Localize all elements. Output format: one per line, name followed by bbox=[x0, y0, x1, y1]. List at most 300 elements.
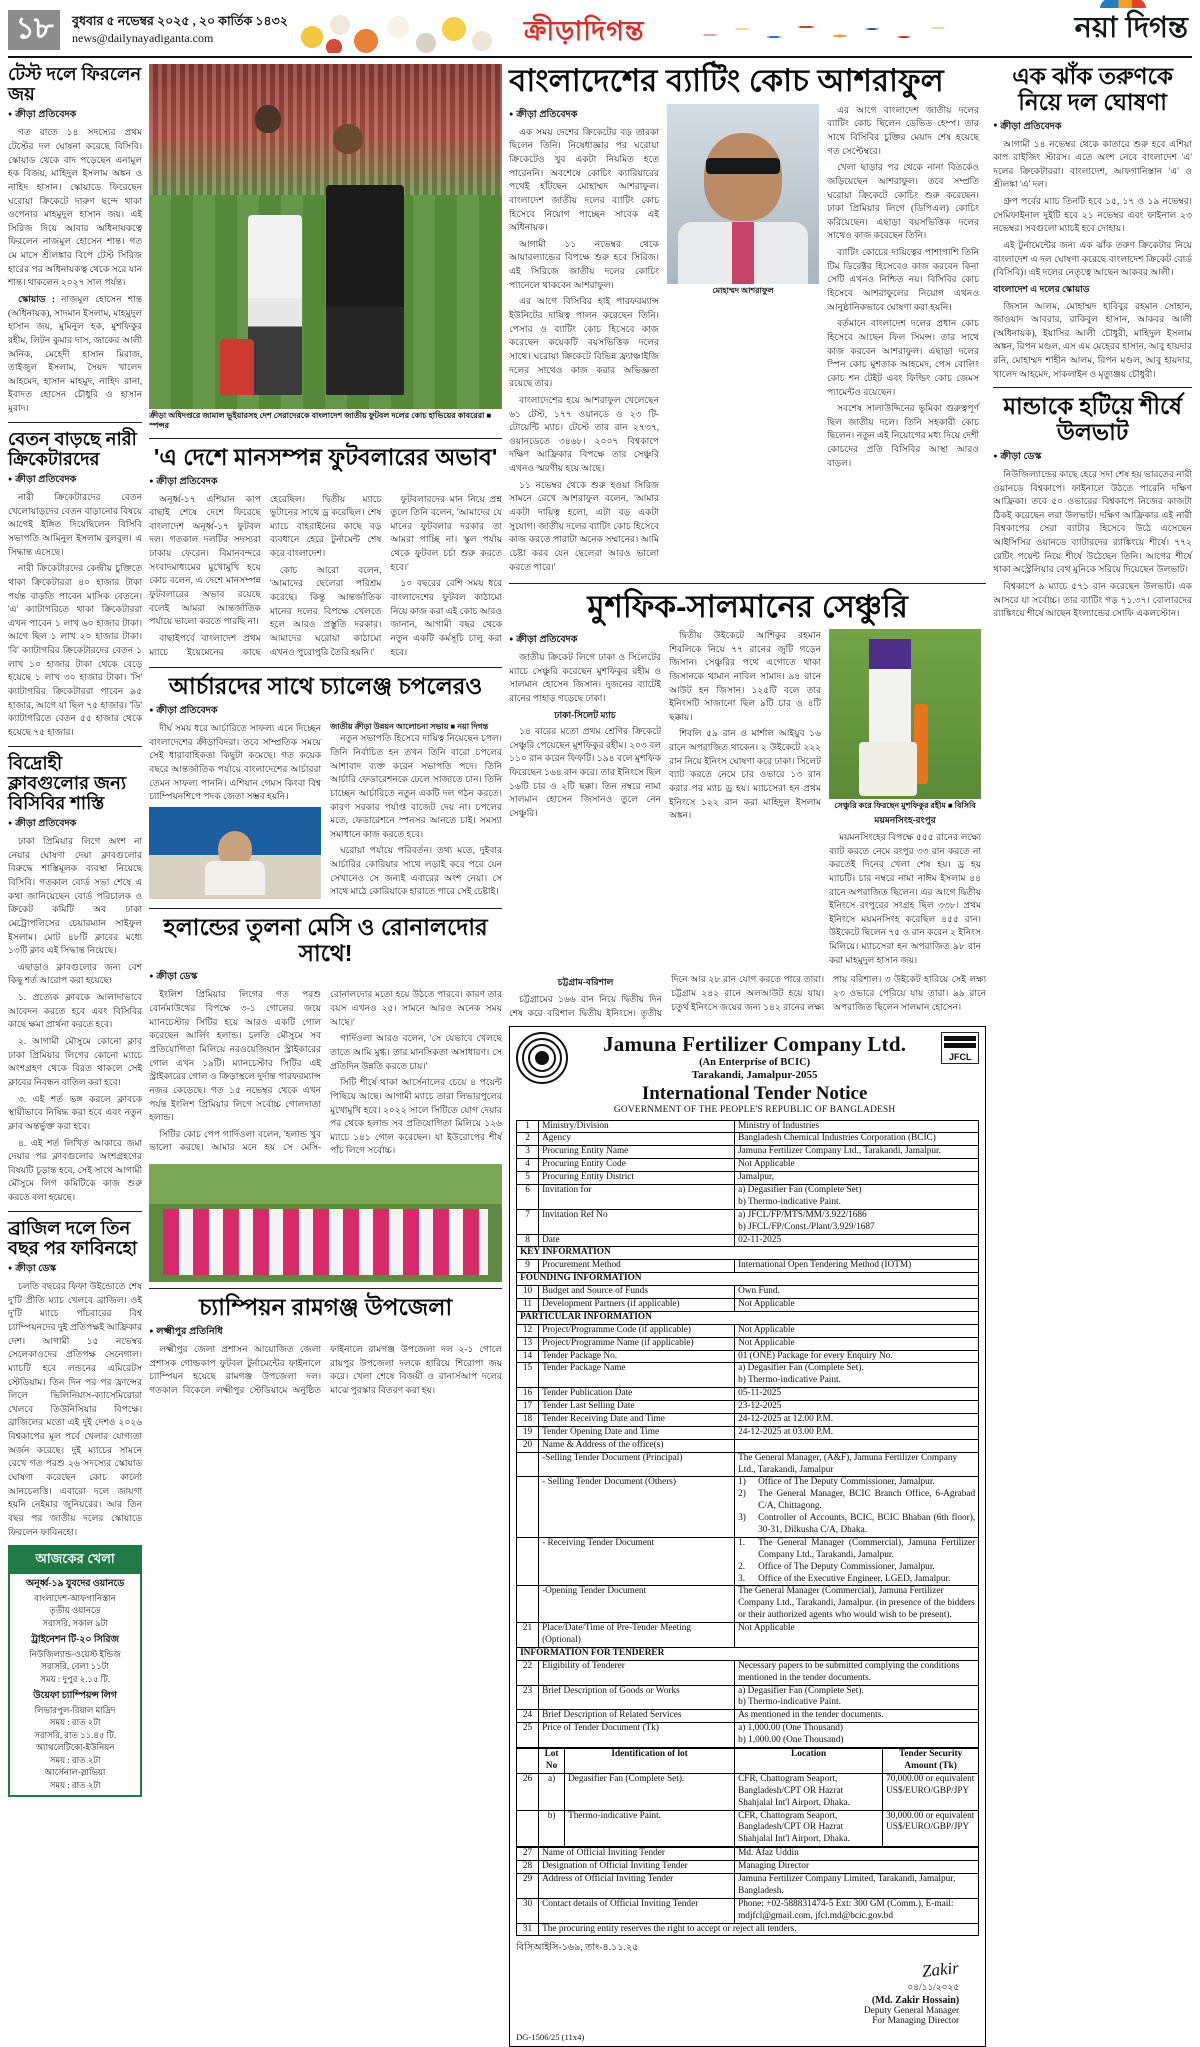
row-value: Not Applicable bbox=[735, 1623, 979, 1648]
tender-row bbox=[517, 1452, 979, 1477]
paragraph: চলতি বছরের ফিফা উইন্ডোতে শেষ দু'টি প্রীতি ম্যাচ খেলবে ব্রাজিল। ওই দু'টি ম্যাচে পাঁচবারের বিশ্ব চ্যাম্পিয়নদের দুই প্রতিপক্ষই আফ্রিকার দেশ। আগামী ১৫ নভেম্বর সেলেকাওদের প্রতিপক্ষ সেনেগাল। ম্যাচটি হবে লন্ডনের এমিরেটস স্টেডিয়াম। তিন দিন পর পর ফ্রান্সের লিলে ভিলিনিয়াস-ক্যাসেমিরোরা খেলবে তিউনিসিয়ার বিপক্ষে। ব্রাজিলের মতো এই দুই দেশও ২০২৬ বিশ্বকাপের মূল পর্বে খেলার যোগ্যতা অর্জন করেছে। দুই ম্যাচের সামনে রেখে গত পরশু ২৬ সদস্যের স্কোয়াড ঘোষণা করেছেন কোচ কার্লো আনচেলত্তি। এবারো দলে জায়গা হয়নি নেইমার জুনিয়রের। আর তিন বছর পর জাতীয় দলের স্কোয়াডে ফিরলেন ফাবিনহো। bbox=[8, 1281, 143, 1537]
tender-row bbox=[517, 1710, 979, 1723]
article-a-team-squad bbox=[993, 64, 1192, 381]
article-body bbox=[509, 651, 661, 821]
paragraph: নতুন সভাপতি হিসেবে দায়িত্ব নিয়েছেন চপল। তিনি নির্বাচিত হন তখন তিনি বারো চপলের আশাবাদ ব্যক্ত করেন সভাপতি পদে। তিনি আর্চারি ফেডারেশনকে ঢেলে সাজাতে চান। তিনি চাচ্ছেন আর্চারিতে নতুন একটি দল গঠন করতে। কারণ সরকার পর্যাপ্ত বাজেট দেয় না। চপলের মতে, ফেডারেশনে স্পনসর আনতে চাই। সমস্যা সমাধানে কাজ করতে হবে। bbox=[330, 733, 503, 839]
lot-row bbox=[517, 1810, 979, 1847]
signatory-name: (Md. Zakir Hossain) bbox=[871, 1995, 960, 2007]
row-number: 24 bbox=[517, 1710, 539, 1723]
row-number: 22 bbox=[517, 1660, 539, 1685]
tender-notice bbox=[509, 1026, 986, 2047]
row-label: Tender Receiving Date and Time bbox=[539, 1414, 735, 1427]
lot-identification: Degasifier Fan (Complete Set). bbox=[565, 1773, 735, 1810]
game-line: বাংলাদেশ-আফগানিস্তান bbox=[34, 1592, 116, 1603]
paragraph: ৩. এই শর্ত ভঙ্গ করলে ক্লাবকে স্থায়ীভাবে নিষিদ্ধ করা হবে এবং নতুন ক্লাব অন্তর্ভুক্ত করা হবে। bbox=[8, 1093, 143, 1131]
row-label: Development Partners (if applicable) bbox=[539, 1298, 735, 1311]
squad-label: স্কোয়াড : bbox=[18, 294, 55, 304]
row-label: Address of Official Inviting Tender bbox=[539, 1873, 735, 1898]
byline: ● ক্রীড়া প্রতিবেদক bbox=[149, 704, 502, 719]
row-label: Project/Programme Name (if applicable) bbox=[539, 1337, 735, 1350]
game-line: আর্সেনাল-স্লাভিয়া bbox=[44, 1767, 106, 1778]
masthead-dateline bbox=[72, 13, 288, 46]
article-body-cont bbox=[509, 973, 986, 1020]
paragraph: সিটির কোচ পেপ গার্দিওলা বলেন, 'হলান্ড খুব ভালো করছে। আমার মনে হয় সে মেসি-রোনালদোর মতো হয়ে উঠতে পারবে। কারণ তার বয়স এখনও ২৫। সামনে আরও অনেক সময় আছে।' bbox=[149, 989, 503, 1153]
paragraph: বাছাইপর্বে বাংলাদেশ প্রথম ম্যাচে ইয়েমেনের কাছে হেরেছিল। দ্বিতীয় ম্যাচে ভুটানের সাথে ড্র করেছিল। শেষ ম্যাচে বাহরাইনের কাছে বড় ব্যবধানে হেরে টুর্নামেন্ট শেষ করে বাংলাদেশ। bbox=[149, 493, 382, 657]
row-number: 4 bbox=[517, 1159, 539, 1172]
row-value: a) JFCL/FP/MTS/MM/3.922/1686 b) JFCL/FP/Const./Plant/3.929/1687 bbox=[735, 1209, 979, 1234]
row-number bbox=[517, 1452, 539, 1477]
row-label: Designation of Official Inviting Tender bbox=[539, 1861, 735, 1874]
company-name: Jamuna Fertilizer Company Ltd. bbox=[603, 1032, 907, 1057]
row-label: Place/Date/Time of Pre-Tender Meeting (Optional) bbox=[539, 1623, 735, 1648]
game-line: তৃতীয় ওয়ানডে bbox=[49, 1605, 101, 1616]
tie bbox=[732, 222, 754, 284]
page-body bbox=[8, 64, 1192, 2047]
game-line: সরাসরি, বেলা ১১টা bbox=[41, 1661, 109, 1672]
paragraph: গত রাতে ১৪ সদস্যের প্রথম টেস্টের দল ঘোষনা করেছে বিসিবি। স্কোয়াড থেকে বাদ পড়েছেন এনামুল হক বিজয়, মাহিদুল ইসলাম অঙ্কন ও নাহিদ হাসান। স্কোয়াডে ফিরেছেন ঘরোয়া ক্রিকেটে দারুণ ছন্দে থাকা ওপেনার মাহমুদুল হাসান জয়। এই সিরিজ দিয়ে আবার অধিনায়কত্বে ফিরলেন নাজমুল হোসেন শান্ত। গত মে মাসে শ্রীলঙ্কার বিপে টেস্ট সিরিজ হারের পর অধিনায়কত্ব থেকে সরে যান শান্ত। থাকলেন ২০২৭ সাল পর্যন্ত। bbox=[8, 127, 143, 288]
company-address: Tarakandi, Jamalpur-2055 bbox=[691, 1068, 818, 1081]
paragraph: এর আগে বাংলাদেশ জাতীয় দলের ব্যাটিং কোচ ছিলেন ডেভিড হেম্প। তার সাথে বিসিবির চুক্তির মেয়াদ শেষ হয়েছে গত সেপ্টেম্বরে। bbox=[827, 104, 980, 156]
byline: ● ক্রীড়া প্রতিবেদক bbox=[509, 633, 661, 648]
row-value: 05-11-2025 bbox=[735, 1388, 979, 1401]
paragraph: এক সময় দেশের ক্রিকেটের বড় তারকা ছিলেন তিনি। নিষেধাজ্ঞার পর ঘরোয়া ক্রিকেটেও খুব একটা নিয়মিত হতে পারেননি। অবশেষে কোচিং ক্যারিয়ারের পথেই হাঁটছেন মোহাম্মদ আশরাফুল। বাংলাদেশ জাতীয় দলের ব্যাটিং কোচ হিসেবে নিয়োগ পাচ্ছেন সাবেক এই অধিনায়ক। bbox=[509, 126, 660, 233]
game-line: সময় : দুপুর ২.১৫ টি. bbox=[40, 1673, 110, 1684]
lead-headline: বাংলাদেশের ব্যাটিং কোচ আশরাফুল bbox=[509, 63, 944, 98]
row-label: Agency bbox=[539, 1133, 735, 1146]
article-body bbox=[8, 491, 142, 740]
tender-section-header: FOUNDING INFORMATION bbox=[517, 1273, 979, 1286]
tender-titles bbox=[574, 1032, 935, 1115]
photo-caption: ক্রীড়া অধিদপ্তরে জামাল ভূইয়ারসহ দেশ সেরাদেরকে বাংলাদেশ জাতীয় ফুটবল দলের কোচ হাভিয়ের কাবরেরা ■ স্পন্সর bbox=[149, 411, 492, 431]
paragraph: ময়মনসিংহের বিপক্ষে ৫৫৫ রানের লক্ষ্যে ব্যাট করতে নেমে রংপুর ৩৩ রান করতে না করতেই দিনের খেলা শেষ হয়। ড্র হয় ম্যাচটি। চার নম্বরে নামা নাঈম ইসলাম ৪৪ রানে অপরাজিত ছিলেন। এর আগে দ্বিতীয় ইনিংসে রংপুরের সংগ্রহ ছিল ৩৩৮। প্রথম ইনিংসে ময়মনসিংহ করেছিল ৪৫৫ রান। উইকেটে ছিলেন ৭৫ ও রান করেন ২ ইনিংস মিলিয়ে। ম্যাচসেরা হন অপরাজিত ৯৮ রান করা মাহমুদুল হাসান জয়। bbox=[829, 831, 982, 965]
headline: চ্যাম্পিয়ন রামগঞ্জ উপজেলা bbox=[199, 1294, 453, 1321]
tender-row bbox=[517, 1273, 979, 1286]
lot-ident-header: Identification of lot bbox=[565, 1749, 735, 1774]
headline: 'এ দেশে মানসম্পন্ন ফুটবলারের অভাব' bbox=[153, 443, 498, 470]
lot-key: a) bbox=[539, 1773, 565, 1810]
row-number: 30 bbox=[517, 1898, 539, 1923]
paragraph: এছাড়াও ক্লাবগুলোর জন্য বেশ কিছু শর্ত আরোপ করা হয়েছে। bbox=[8, 961, 143, 986]
row-number: 9 bbox=[517, 1260, 539, 1273]
government-line: GOVERNMENT OF THE PEOPLE'S REPUBLIC OF BANGLADESH bbox=[613, 1104, 896, 1115]
column-2 bbox=[149, 64, 502, 2047]
paragraph: জিসান আলম, মোহাম্মদ হাবিবুর রহমান সোহান, জাওয়াদ আবরার, রাকিবুল হাসান, আকবর আলী (অধিনায়ক), ইয়াসির আলী চৌধুরী, মাহিদুল ইসলাম অঙ্কন, রিপন মণ্ডল, এস এম মেহেরব হাসান, আবু হায়দার রনি, মোহাম্মদ শাহীন আলম, রিপন মণ্ডল, আবু হায়দার, খালেদ আহমেদ, সাকলাইন ও মৃত্যুঞ্জয় চৌধুরী। bbox=[993, 300, 1192, 379]
row-number: 28 bbox=[517, 1861, 539, 1874]
row-value bbox=[735, 1439, 979, 1452]
column-3 bbox=[509, 64, 986, 2047]
lot-security-amount: 70,000.00 or equivalent US$/EURO/GBP/JPY bbox=[883, 1773, 979, 1810]
pads bbox=[859, 742, 917, 796]
row-number bbox=[517, 1537, 539, 1586]
row-number: 18 bbox=[517, 1414, 539, 1427]
paragraph: ফুটবলারদের মান নিয়ে প্রশ্ন তুলে তিনি বলেন, 'আমাদের যে মানের ফুটবলার দরকার তা আমরা পাচ্ছি না। স্কুল পর্যায় থেকে ফুটবল চর্চা শুরু করতে হবে।' bbox=[390, 493, 503, 572]
row-number: 21 bbox=[517, 1623, 539, 1648]
paragraph: আগামী ১১ নভেম্বর থেকে আয়ারল্যান্ডের বিপক্ষে শুরু হবে সিরিজ। এই সিরিজে জাতীয় দলের কোচিং প্যানেলে থাকবেন আশরাফুল। bbox=[509, 238, 660, 290]
row-number: 31 bbox=[517, 1923, 539, 1936]
football-photo bbox=[149, 64, 502, 409]
headline: মুশফিক-সালমানের সেঞ্চুরি bbox=[587, 589, 908, 625]
tender-row bbox=[517, 1146, 979, 1159]
paragraph: চট্টগ্রামের ১৬৬ রান নিয়ে দ্বিতীয় দিন শেষ করে বরিশাল দ্বিতীয় ইনিংসে। তৃতীয় দিনে আর ২৮ রান যোগ করতে পারে তারা। চট্টগ্রাম ২৪২ রানে অলআউট হয়ে যায়। চতুর্থ ইনিংসে জয়ের জন্য ১৪২ রানের লক্ষ্য পায় বরিশাল। ৩ উইকেট হারিয়ে সেই লক্ষ্য ২৩ ওভারে পেরিয়ে যায় তারা। ৯৯ রানে অপরাজিত ছিলেন সালমান হোসেন। bbox=[509, 974, 987, 1018]
page-number: ১৮ bbox=[8, 10, 60, 50]
paragraph: ১৪ বারের মতো প্রথম শ্রেণির ক্রিকেটে সেঞ্চুরি পেয়েছেন মুশফিকুর রহীম। ২০৩ বল ১১০ রান করেন ফিফটি। ১৯৪ বলে মুশফিক ফিরেছেন ১৬৪ রান করে। তার ইনিংসে ছিল ১৬টি চার ও ২টি ছক্কা। তিন নম্বরে নামা সালমান হোসেন জিসানও তুলে নেন সেঞ্চুরি। bbox=[509, 726, 662, 818]
headline: হলান্ডের তুলনা মেসি ও রোনালদোর সাথে! bbox=[163, 913, 488, 966]
game-title: উয়েফা চ্যাম্পিয়ন্স লিগ bbox=[33, 1691, 117, 1702]
article-ramganj bbox=[149, 1295, 502, 1399]
row-label: -Selling Tender Document (Principal) bbox=[539, 1452, 735, 1477]
row-value: Not Applicable bbox=[735, 1298, 979, 1311]
row-label: Tender Package No. bbox=[539, 1350, 735, 1363]
game-line: সরাসরি, রাত ১১.৪৫ টি. bbox=[34, 1729, 116, 1740]
todays-games-title: আজকের খেলা bbox=[10, 1547, 140, 1574]
row-label: Invitation Ref No bbox=[539, 1209, 735, 1234]
game-line: সরাসরি, সকাল ৯টা bbox=[42, 1617, 108, 1628]
row-value: 02-11-2025 bbox=[735, 1234, 979, 1247]
article-test-squad bbox=[8, 64, 142, 416]
row-number: 23 bbox=[517, 1685, 539, 1710]
bcic-logo-icon bbox=[516, 1032, 568, 1084]
row-value: 1) Office of The Deputy Commissioner, Jamalpur. 2) The General Manager, BCIC Branch Office, 6-Agrabad C/A, Chittagong. 3) Controller of Accounts, BCIC, BCIC Bhaban (6th floor), 30-31, Dilkusha C/A, Dhaka. bbox=[735, 1477, 979, 1537]
paragraph: এর আগে বিসিবির হাই পারফরম্যান্স ইউনিটের দায়িত্ব পালন করেছেন তিনি। পেসার ও ব্যাটিং কোচ হিসেবে কাজ করেছেন কয়েকটি বয়সভিত্তিক দলের সাথে। ঘরোয়া ক্রিকেটে বিভিন্ন ফ্র্যাঞ্চাইজি দলের সাথেও কাজ করার অভিজ্ঞতা রয়েছে তার। bbox=[509, 296, 660, 389]
signatory-designation-2: For Managing Director bbox=[872, 2016, 960, 2027]
squad-list: নাজমুল হোসেন শান্ত (অধিনায়ক), সাদমান ইসলাম, মাহমুদুল হাসান জয়, মুমিনুল হক, মুশফিকুর রহীম, লিটন কুমার দাস, জাকের আলী অনিক, মেহেদী হাসান মিরাজ, তাইজুল ইসলাম, সৈয়দ খালেদ আহমেদ, হাসান মাহমুদ, নাহিদ রানা, ইবাদত হোসেন চৌধুরি ও হাসান মুরাদ। bbox=[8, 294, 143, 414]
row-value: Phone: +02-588831474-5 Ext: 300 GM (Comm.), E-mail: mdjfcl@gmail.com, jfcl.md@bcic.gov.bd bbox=[735, 1898, 979, 1923]
tender-row bbox=[517, 1209, 979, 1234]
row-number: 19 bbox=[517, 1426, 539, 1439]
headline: আর্চারদের সাথে চ্যালেঞ্জ চপলেরও bbox=[168, 673, 483, 700]
email-address: news@dailynayadiganta.com bbox=[72, 30, 214, 45]
tender-row bbox=[517, 1337, 979, 1350]
divider bbox=[509, 583, 986, 584]
game-line: সময় : রাত ২টা bbox=[49, 1779, 101, 1790]
article-haaland bbox=[149, 915, 502, 1158]
tender-row bbox=[517, 1647, 979, 1660]
byline: ● ক্রীড়া প্রতিবেদক bbox=[509, 108, 659, 123]
row-value: a) Degasifier Fan (Complete Set). b) Thermo-indicative Paint. bbox=[735, 1363, 979, 1388]
paragraph: লক্ষ্মীপুর জেলা প্রশাসন আয়োজিত জেলা প্রশাসক গোল্ডকাপ ফুটবল টুর্নামেন্টের ফাইনালে চ্যাম্পিয়ন হয়েছে রামগঞ্জ উপজেলা দল। গতকাল বিকেলে লক্ষ্মীপুর স্টেডিয়ামে অনুষ্ঠিত ফাইনালে রামগঞ্জ উপজেলা দল ২-১ গোলে রায়পুর উপজেলা দলকে হারিয়ে শিরোপা জয় করে। খেলা শেষে বিজয়ী ও রানার্সআপ দলের মাঝে পুরস্কার বিতরণ করা হয়। bbox=[149, 1343, 503, 1395]
paragraph: ১. প্রত্যেক ক্লাবকে আলাদাভাবে আবেদন করতে হবে এবং বিসিবির কাছে ক্ষমা প্রার্থনা করতে হবে। bbox=[8, 992, 143, 1030]
article-body bbox=[8, 1280, 142, 1539]
tender-row bbox=[517, 1172, 979, 1185]
row-label: Procuring Entity District bbox=[539, 1172, 735, 1185]
byline: ● ক্রীড়া প্রতিবেদক bbox=[993, 120, 1192, 135]
row-value: a) Degasifier Fan (Complete Set) b) Thermo-indicative Paint. bbox=[735, 1184, 979, 1209]
paragraph: খেলা ছাড়ার পর থেকে নানা বিতর্কেও জড়িয়েছেন আশরাফুল। তবে সম্প্রতি ঘরোয়া ক্রিকেটে কোচিং শুরু করেছেন। ঢাকা প্রিমিয়ার লিগে (ডিপিএল) কোচিং করিয়েছেন। এছাড়া বয়সভিত্তিক দলের সাথেও কাজ করেছেন তিনি। bbox=[827, 162, 980, 241]
article-body bbox=[149, 722, 502, 902]
tender-row bbox=[517, 1623, 979, 1648]
headline: বিদ্রোহী ক্লাবগুলোর জন্য বিসিবির শাস্তি bbox=[8, 752, 127, 813]
tender-row bbox=[517, 1439, 979, 1452]
article-body bbox=[149, 493, 502, 662]
tender-row bbox=[517, 1426, 979, 1439]
paragraph: ২. আগামী মৌসুমে কোনো ক্লাব ঢাকা প্রিমিয়ার লিগের কোনো ম্যাচে অংশগ্রহণ থেকে বিরত থাকলে সেই ক্লাবের নিবন্ধন বাতিল করা হবে। bbox=[8, 1036, 143, 1087]
divider bbox=[8, 746, 142, 747]
article-wolvaardt bbox=[993, 394, 1192, 621]
player-figure bbox=[248, 215, 302, 395]
game-title: অনূর্ধ্ব-১৯ যুবদের ওয়ানডে bbox=[25, 1579, 125, 1590]
tender-table bbox=[516, 1120, 979, 1749]
row-number: 13 bbox=[517, 1337, 539, 1350]
lot-identification: Thermo-indicative Paint. bbox=[565, 1810, 735, 1847]
jfcl-logo-icon bbox=[941, 1032, 979, 1064]
signatory-designation-1: Deputy General Manager bbox=[863, 2006, 960, 2017]
row-label: Contact details of Official Inviting Tender bbox=[539, 1898, 735, 1923]
row-value: Jamalpur, bbox=[735, 1172, 979, 1185]
row-number: 6 bbox=[517, 1184, 539, 1209]
paragraph: ৪. এই শর্ত লিখিত আকারে জমা দেয়ার পর ক্লাবগুলোর অংশগ্রহণের বিষয়টি চূড়ান্ত হবে, সেই সাথে আগামী মৌসুমে লিগ কমিটিকে কাজ শুরু করতে বলা হয়েছে। bbox=[8, 1137, 143, 1203]
tender-row bbox=[517, 1363, 979, 1388]
paragraph: ব্যাটিং কোচের দায়িত্বের পাশাপাশি তিনি টিম ডিরেক্টর হিসেবেও কাজ করবেন কিনা সেটি এখনও নিশ্চিত নয়। বিসিবির কোচ হিসেবে আশরাফুলের নিয়োগ এখনও আনুষ্ঠানিকভাবে ঘোষণা করা হয়নি। bbox=[827, 247, 980, 312]
tender-row bbox=[517, 1234, 979, 1247]
tender-row bbox=[517, 1401, 979, 1414]
jfcl-logo-text: JFCL bbox=[948, 1052, 972, 1063]
row-value: Jamuna Fertilizer Company Limited, Tarakandi, Jamalpur, Bangladesh. bbox=[735, 1873, 979, 1898]
headline: বেতন বাড়ছে নারী ক্রিকেটারদের bbox=[8, 428, 137, 469]
tender-header bbox=[516, 1032, 979, 1115]
article-centuries bbox=[509, 590, 986, 1020]
paragraph: জাতীয় ক্রিকেট লিগে ঢাকা ও সিলেটের ম্যাচে সেঞ্চুরি করেছেন মুশফিকুর রহীম ও সালমান হোসেন জিসান। দুজনের ব্যাটেই রানের পাহাড় গড়েছে ঢাকা। bbox=[509, 651, 662, 703]
row-label: Tender Last Selling Date bbox=[539, 1401, 735, 1414]
tender-row bbox=[517, 1247, 979, 1260]
article-club-punishment bbox=[8, 753, 142, 1205]
tender-title: International Tender Notice bbox=[641, 1082, 868, 1104]
paragraph: বাংলাদেশের হয়ে আশরাফুল খেলেছেন ৬১ টেস্ট, ১৭৭ ওয়ানডে ও ২৩ টি-টোয়েন্টি ম্যাচ। টেস্টে তার রান ২৭৩৭, ওয়ানডেতে ৩৪৬৮। ২০০৭ বিশ্বকাপে দক্ষিণ আফ্রিকার বিপক্ষে তার সেঞ্চুরি এখনও স্মরণীয় হয়ে আছে। bbox=[509, 394, 660, 474]
row-value: Ministry of Industries bbox=[735, 1120, 979, 1133]
row-label: Tender Opening Date and Time bbox=[539, 1426, 735, 1439]
paragraph: সবশেষ সালাউদ্দিনের ভূমিকা গুরুত্বপূর্ণ ছিল জাতীয় দলে। তিনি সহকারী কোচ ছিলেন। নতুন এই নিয়োগের মধ্য দিয়ে দেশী কোচদের প্রতি বিসিবির আস্থা আরও বাড়ল। bbox=[827, 403, 980, 468]
paragraph: বর্তমানে বাংলাদেশ দলের প্রধান কোচ হিসেবে আছেন ফিল সিমন্স। তার সাথে কাজ করবেন আশরাফুল। এছাড়া দলের স্পিন কোচ মুশতাক আহমেদ, পেস বোলিং কোচ শন টেইট এবং ফিল্ডিং কোচ জেমস প্যামেন্টও রয়েছেন। bbox=[827, 318, 980, 397]
row-label: Procuring Entity Name bbox=[539, 1146, 735, 1159]
face bbox=[704, 133, 782, 221]
tender-row bbox=[517, 1723, 979, 1748]
byline: ● ক্রীড়া প্রতিবেদক bbox=[8, 108, 142, 123]
divider bbox=[149, 1288, 502, 1289]
photo-caption: জাতীয় ক্রীড়া উন্নয়ন আলোচনা সভায় ■ নয়া দিগন্ত bbox=[330, 721, 489, 731]
headline: ব্রাজিল দলে তিন বছর পর ফাবিনহো bbox=[8, 1217, 138, 1258]
tender-lot-table bbox=[516, 1748, 979, 1847]
paragraph: অনূর্ধ্ব-১৭ এশিয়ান কাপ বাছাই শেষে দেশে ফিরেছে বাংলাদেশ অনূর্ধ্ব-১৭ ফুটবল দল। গতকাল দলটির সদস্যরা ঢাকায় ফেরেন। বিমানবন্দরে সংবাদমাধ্যমের মুখোমুখি হয়ে কোচ বলেন, এ দেশে মানসম্পন্ন ফুটবলারের অভাব রয়েছে বলেই আমরা আন্তর্জাতিক পর্যায়ে ভালো করতে পারছি না। bbox=[149, 493, 261, 627]
byline: ● ক্রীড়া প্রতিবেদক bbox=[149, 475, 502, 490]
row-value: As mentioned in the tender documents. bbox=[735, 1710, 979, 1723]
signature-block bbox=[516, 1960, 979, 2026]
article-women-salary bbox=[8, 429, 142, 740]
row-label: Brief Description of Goods or Works bbox=[539, 1685, 735, 1710]
row-number: 29 bbox=[517, 1873, 539, 1898]
tender-row bbox=[517, 1861, 979, 1874]
game-line: লিভারপুল-রিয়াল মাদ্রিদ bbox=[34, 1704, 116, 1715]
column-4 bbox=[993, 64, 1192, 2047]
divider bbox=[149, 908, 502, 909]
lot-security-amount: 30,000.00 or equivalent US$/EURO/GBP/JPY bbox=[883, 1810, 979, 1847]
subhead: ঢাকা-সিলেট ম্যাচ bbox=[554, 709, 616, 720]
row-value: Not Applicable bbox=[735, 1159, 979, 1172]
paragraph: ঢাকা প্রিমিয়ার লিগে অংশ না নেয়ার ঘোষণা দেয়া ক্লাবগুলোর বিরুদ্ধে শাস্তিমূলক ব্যবস্থা নিয়েছে বিসিবি। গতকাল বোর্ড সভা শেষে এ কথা জানিয়েছেন বোর্ড পরিচালক ও ক্রিকেট কমিটি অব ঢাকা মেট্রোপলিসের চেয়ারম্যান সাইফুল ইসলাম। মোট ৪৮টি ক্লাবের মধ্যে ১৩টি ক্লাব এই সিদ্ধান্ত নিয়েছে। bbox=[8, 836, 143, 956]
row-number: 5 bbox=[517, 1172, 539, 1185]
divider bbox=[993, 387, 1192, 388]
row-label: Brief Description of Related Services bbox=[539, 1710, 735, 1723]
article-body bbox=[993, 468, 1192, 621]
headline: এক ঝাঁক তরুণকে নিয়ে দল ঘোষণা bbox=[1012, 63, 1173, 115]
row-label: Date bbox=[539, 1234, 735, 1247]
row-number: 8 bbox=[517, 1234, 539, 1247]
row-label: Name of Official Inviting Tender bbox=[539, 1848, 735, 1861]
article-archery bbox=[149, 674, 502, 902]
lot-row-number bbox=[517, 1810, 539, 1847]
row-number: 2 bbox=[517, 1133, 539, 1146]
article-body bbox=[829, 814, 981, 967]
lot-key: b) bbox=[539, 1810, 565, 1847]
row-value: a) 1,000.00 (One Thousand) b) 1,000.00 (One Thousand) bbox=[735, 1723, 979, 1748]
brand-swoosh-icon bbox=[1100, 0, 1146, 8]
article-body bbox=[993, 138, 1192, 382]
enterprise-line: (An Enterprise of BCIC) bbox=[699, 1056, 811, 1068]
batsman-helmet bbox=[869, 639, 911, 669]
row-label: Tender Package Name bbox=[539, 1363, 735, 1388]
row-value: 01 (ONE) Package for every Enquiry No. bbox=[735, 1350, 979, 1363]
paragraph: ১১ নভেম্বর থেকে শুরু হওয়া সিরিজ সামনে রেখে আশরাফুল বলেন, 'আমার একটা দায়িত্ব হলো, এটা বড় একটা সুযোগ। জাতীয় দলের ব্যাটিং কোচ হিসেবে কাজ করতে পারাটা অনেক সম্মানের। আমি চেষ্টা করব যেন ছেলেরা আরও ভালো করতে পারে।' bbox=[509, 479, 660, 572]
tender-row bbox=[517, 1184, 979, 1209]
stadium-crowd bbox=[149, 64, 502, 195]
row-number: 27 bbox=[517, 1848, 539, 1861]
byline: ● ক্রীড়া প্রতিবেদক bbox=[8, 473, 142, 488]
row-label: - Selling Tender Document (Others) bbox=[539, 1477, 735, 1537]
game-line: সময় : রাত ২টা bbox=[49, 1754, 101, 1765]
row-label: - Receiving Tender Document bbox=[539, 1537, 735, 1586]
signature-date: ০৪/১১/২০২৫ bbox=[907, 1982, 960, 1993]
row-value: 23-12-2025 bbox=[735, 1401, 979, 1414]
team-row bbox=[163, 1209, 488, 1275]
paragraph: নিউজিল্যান্ডের কাছে হেরে সদা শেষ হয় ভারতের নারী ওয়ানডে বিশ্বকাপে। ফাইনালে উঠতে পারেনি দক্ষিণ আফ্রিকা। তবে ৫০ ওভারের বিশ্বকাপে নিজের কাজটা ঠিকই করেছেন লরা উলভাট। দক্ষিণ আফ্রিকার এই নারী বিশ্বকাপের সেরা ব্যাটার হিসেবে উঠে এসেছেন আইসিসির ওয়ানডে ব্যাটারদের র‍্যাঙ্কিংয়ে শীর্ষে। ৭৭২ রেটিং পয়েন্ট নিয়ে শীর্ষে উঠেছেন তিনি। আগের শীর্ষে থাকা অস্ট্রেলিয়ার বেথ মুনিকে সরিয়ে দিয়েছেন উলভাট। bbox=[993, 468, 1192, 575]
paragraph: নারী ক্রিকেটারদের কেন্দ্রীয় চুক্তিতে থাকা ক্রিকেটাররা ৪০ হাজার টাকা পর্যন্ত বাড়তি পাবেন মাসিক বেতনে। 'এ' ক্যাটাগরিতে থাকা ক্রিকেটাররা এখন পাবেন ১ লাখ ৬০ হাজার টাকা। আগে ছিল ১ লাখ ২০ হাজার টাকা। 'বি' ক্যাটাগরির ক্রিকেটারদের বেতন ১ লাখ ১০ হাজার টাকা থেকে বেড়ে হয়েছে ১ লাখ ৩০ হাজার টাকা। 'সি' ক্যাটাগরির ক্রিকেটাররা পাবেন ৯৫ হাজার, আগে যা ছিল ৭৫ হাজার। 'ডি' ক্যাটাগরিতে বেতন ৫৫ হাজার থেকে হয়েছে ৭৫ হাজার। bbox=[8, 563, 143, 737]
date-bengali: বুধবার ৫ নভেম্বর ২০২৫ , ২০ কার্তিক ১৪৩২ bbox=[72, 13, 288, 28]
paragraph: শিবলি ৫৯ রান ও মার্শাল আইয়ুব ১৬ রানে অপরাজিত থাকেন। ২ উইকেটে ২২২ রান নিয়ে ইনিংস ঘোষণা করে ঢাকা। সিলেট ব্যাট করতে নেমে চার ওভারে ১৩ রান করার পর ম্যাচ ড্র হয়। ম্যাচসেরা হন প্রথম ইনিংসে ১২২ রান করা মাহিদুল ইসলাম অঙ্কন। bbox=[669, 728, 822, 821]
game-line: অ্যাথলেটিকো-ইউনিয়ন bbox=[35, 1742, 115, 1753]
game-title: ট্রাইনেশন টি-২০ সিরিজ bbox=[31, 1635, 119, 1646]
lead-body-right bbox=[827, 104, 979, 471]
row-number: 12 bbox=[517, 1324, 539, 1337]
signature-scrawl: Zakir bbox=[921, 1958, 961, 1982]
row-number bbox=[517, 1477, 539, 1537]
tender-row bbox=[517, 1260, 979, 1273]
row-number: 20 bbox=[517, 1439, 539, 1452]
row-number: 14 bbox=[517, 1350, 539, 1363]
masthead bbox=[8, 6, 1192, 58]
headline: টেস্ট দলে ফিরলেন জয় bbox=[8, 64, 142, 105]
blank-cell bbox=[517, 1749, 539, 1774]
paragraph: নারী ক্রিকেটারদের বেতন খেলোয়াড়দের বেতন বাড়ানোর বিষয়ে আগেই ইঙ্গিত দিয়েছিলেন বিসিবি সভাপতি আমিনুল ইসলাম বুলবুল। এ সিদ্ধান্ত এসেছে। bbox=[8, 492, 143, 557]
tender-row bbox=[517, 1898, 979, 1923]
row-value: The General Manager, (A&F), Jamuna Fertilizer Company Ltd., Tarakandi, Jamalpur bbox=[735, 1452, 979, 1477]
article-brazil-fabinho bbox=[8, 1218, 142, 1539]
referee-figure bbox=[326, 185, 404, 395]
brand-logo bbox=[1075, 5, 1192, 54]
tender-row bbox=[517, 1848, 979, 1861]
photo-caption: সেঞ্চুরি করে ফিরছেন মুশফিকুর রহীম ■ বিসিবি bbox=[834, 800, 976, 810]
mushfiqur-photo bbox=[829, 629, 981, 799]
row-number: 25 bbox=[517, 1723, 539, 1748]
row-value: 24-12-2025 at 03.00 P.M. bbox=[735, 1426, 979, 1439]
game-line: সময় : রাত ২টা bbox=[49, 1717, 101, 1728]
speaker-body bbox=[205, 861, 265, 895]
row-number: 1 bbox=[517, 1120, 539, 1133]
tender-row bbox=[517, 1414, 979, 1427]
tender-tail-table bbox=[516, 1847, 979, 1936]
lot-location: CFR, Chattogram Seaport, Bangladesh/CPT OR Hazrat Shahjalal Int'l Airport, Dhaka. bbox=[735, 1773, 883, 1810]
tender-row bbox=[517, 1159, 979, 1172]
row-value: Bangladesh Chemical Industries Corporation (BCIC) bbox=[735, 1133, 979, 1146]
athletes-image bbox=[694, 9, 974, 51]
tender-row bbox=[517, 1298, 979, 1311]
article-body bbox=[149, 1343, 502, 1399]
paragraph: দ্বিতীয় উইকেটে আশিকুর রহমান শিবলিকে নিয়ে ৭৭ রানের জুটি গড়েন জিসান। সেঞ্চুরির পথে এগোতে থাকা জিসানকে থামান নাবিল সামাদ। ৯৪ রানে আউট হন জিসান। ১২৫টি বলে তার ইনিংসটি সাজানো ছিল ৯টি চার ও ৪টি ছক্কায়। bbox=[669, 629, 822, 722]
article-body bbox=[669, 629, 821, 823]
article-quality-footballers bbox=[149, 445, 502, 661]
divider bbox=[8, 1211, 142, 1212]
paragraph: বিশ্বকাপে ৯ ম্যাচে ৫৭১ রান করেছেন উলভাট। এক আসরে যা সর্বোচ্চ। তার ব্যাটিং গড় ৭১.৩৭। বোলারদের র‍্যাঙ্কিংয়ে শীর্ষে আছেন ইংল্যান্ডের সোফি একলস্টোন। bbox=[993, 581, 1192, 619]
tender-row bbox=[517, 1660, 979, 1685]
row-number: 11 bbox=[517, 1298, 539, 1311]
referee-head bbox=[333, 124, 363, 154]
tender-row bbox=[517, 1350, 979, 1363]
row-number bbox=[517, 1586, 539, 1623]
photo-caption: মোহাম্মদ আশরাফুল bbox=[712, 285, 774, 295]
ashraful-photo bbox=[667, 104, 819, 284]
paragraph: দীর্ঘ সময় ধরে আর্চারিতে সাফল্য এনে দিচ্ছেন বাংলাদেশের ক্রীড়াবিদরা। তবে সাম্প্রতিক সময়ে সেই ধারাবাহিকতা কিছুটা কমেছে। গত কয়েক বছরে আন্তর্জাতিক পর্যায়ে বাংলাদেশের আর্চাররা তেমন সাফল্য পাননি। এশিয়ান গেমস কিংবা বিশ্ব চ্যাম্পিয়নশিপে পদক জেতা সম্ভব হয়নি। bbox=[149, 722, 322, 802]
row-value: Own Fund. bbox=[735, 1286, 979, 1299]
lead-article bbox=[509, 64, 986, 577]
row-value: 24-12-2025 at 12.00 P.M. bbox=[735, 1414, 979, 1427]
paragraph: এই টুর্নামেন্টের জন্য এক ঝাঁক তরুণ ক্রিকেটার নিয়ে বাংলাদেশ এ দল ঘোষণা করেছে বাংলাদেশ ক্রিকেট বোর্ড (বিসিবি)। এই দলের নেতৃত্বে আছেন আকবর আলী। bbox=[993, 239, 1192, 278]
brand-text: নয়া দিগন্ত bbox=[1074, 12, 1188, 44]
team-photo bbox=[149, 1164, 502, 1282]
row-number: 7 bbox=[517, 1209, 539, 1234]
row-value: International Open Tendering Method (IOTM) bbox=[735, 1260, 979, 1273]
row-value: 1. The General Manager (Commercial), Jamuna Fertilizer Company Ltd., Tarakandi, Jamalpur. 2. Office of The Deputy Commissioner, Jamalpur. 3. Office of the Executive Engineer, LGED, Jamalpur. bbox=[735, 1537, 979, 1586]
row-value: Md. Afaz Uddin bbox=[735, 1848, 979, 1861]
bcic-reference: বিসিআইসি-১৬৯, তাং-৪.১১.২৫ bbox=[516, 1942, 639, 1954]
row-label: Procurement Method bbox=[539, 1260, 735, 1273]
sunglasses-icon bbox=[706, 158, 780, 174]
column-1 bbox=[8, 64, 142, 2047]
subhead: চট্টগ্রাম-বরিশাল bbox=[557, 977, 614, 988]
masthead-decoration bbox=[294, 7, 1069, 53]
game-entry bbox=[15, 1634, 135, 1685]
row-label: -Opening Tender Document bbox=[539, 1586, 735, 1623]
tender-section-header: INFORMATION FOR TENDERER bbox=[517, 1647, 979, 1660]
lead-body-left bbox=[509, 126, 659, 575]
paragraph: ১০ বছরের বেশি সময় ধরে বাংলাদেশের ফুটবল কাঠামো নিয়ে কাজ করা এই কোচ আরও জানান, আগামী বছর থেকে নতুন একটি কর্মসূচি চালু করা হবে। bbox=[390, 578, 503, 657]
row-number: 15 bbox=[517, 1363, 539, 1388]
row-label: Project/Programme Code (if applicable) bbox=[539, 1324, 735, 1337]
divider bbox=[149, 667, 502, 668]
lot-location: CFR, Chattogram Seaport, Bangladesh/CPT OR Hazrat Shahjalal Int'l Airport, Dhaka. bbox=[735, 1810, 883, 1847]
game-line: নিউজিল্যান্ড-ওয়েস্ট ইন্ডিজ bbox=[29, 1648, 121, 1659]
row-label: Eligibility of Tenderer bbox=[539, 1660, 735, 1685]
tender-row bbox=[517, 1537, 979, 1586]
speech-photo bbox=[149, 807, 321, 899]
tender-row bbox=[517, 1324, 979, 1337]
tender-row bbox=[517, 1311, 979, 1324]
byline: ● ক্রীড়া ডেস্ক bbox=[149, 970, 502, 985]
byline: ● ক্রীড়া প্রতিবেদক bbox=[8, 817, 142, 832]
lot-no-header: Lot No bbox=[539, 1749, 565, 1774]
row-number: 3 bbox=[517, 1146, 539, 1159]
player-shorts bbox=[220, 339, 254, 395]
article-body bbox=[8, 126, 142, 415]
subhead: বাংলাদেশ এ দলের স্কোয়াড bbox=[993, 283, 1090, 294]
lot-security-header: Tender Security Amount (Tk) bbox=[883, 1749, 979, 1774]
row-label: Invitation for bbox=[539, 1184, 735, 1209]
